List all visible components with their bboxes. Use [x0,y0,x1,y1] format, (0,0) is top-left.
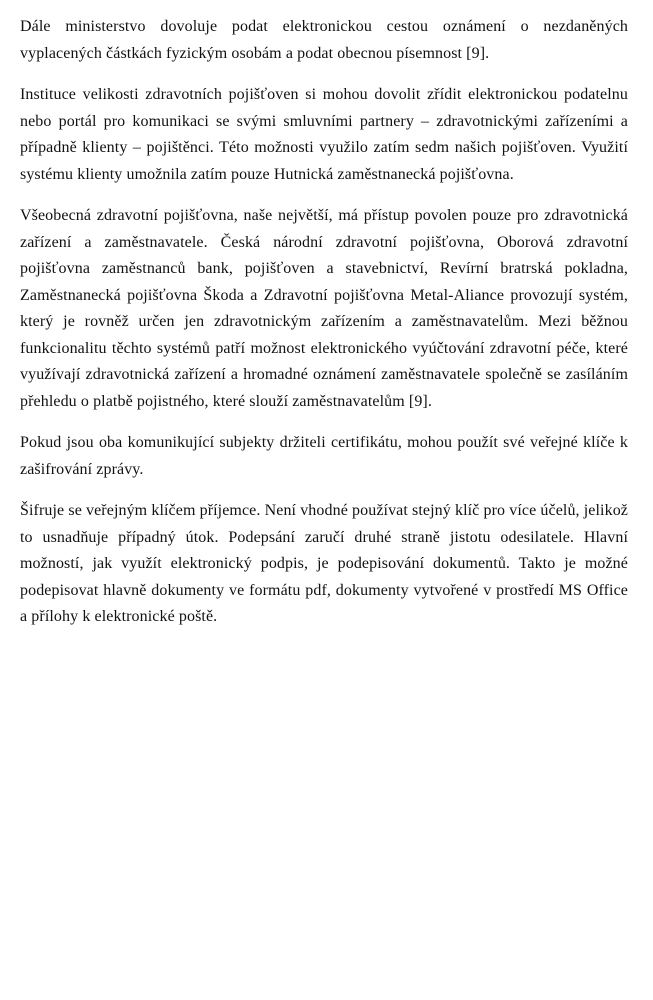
paragraph-insurance-portals: Instituce velikosti zdravotních pojišťoven si mohou dovolit zřídit elektronickou podatelnu nebo portál pro komunikaci se svými smluvními partnery – zdravotnickými zařízeními a případně klienty – pojištěnci. Této možnosti využilo zatím sedm našich pojišťoven. Využití systému klienty umožnila zatím pouze Hutnická zaměstnanecká pojišťovna. [20,86,628,183]
paragraph-insurance-companies-systems: Všeobecná zdravotní pojišťovna, naše největší, má přístup povolen pouze pro zdravotnická zařízení a zaměstnavatele. Česká národní zdravotní pojišťovna, Oborová zdravotní pojišťovna zaměstnanců bank, pojišťoven a stavebnictví, Revírní bratrská pokladna, Zaměstnanecká pojišťovna Škoda a Zdravotní pojišťovna Metal-Aliance provozují systém, který je rovněž určen jen zdravotnickým zařízením a zaměstnavatelům. Mezi běžnou funkcionalitu těchto systémů patří možnost elektronického vyúčtování zdravotní péče, které využívají zdravotnická zařízení a hromadné oznámení zaměstnavatele společně se zasíláním přehledu o platbě pojistného, které slouží zaměstnavatelům [9]. [20,207,628,410]
paragraph-certificate-holders: Pokud jsou oba komunikující subjekty držiteli certifikátu, mohou použít své veřejné klíče k zašifrování zprávy. [20,434,628,478]
paragraph-encryption-signing: Šifruje se veřejným klíčem příjemce. Není vhodné používat stejný klíč pro více účelů, jelikož to usnadňuje případný útok. Podepsání zaručí druhé straně jistotu odesilatele. Hlavní možností, jak využít elektronický podpis, je podepisování dokumentů. Takto je možné podepisovat hlavně dokumenty ve formátu pdf, dokumenty vytvořené v prostředí MS Office a přílohy k elektronické poště. [20,502,628,625]
paragraph-ministry-electronic-filing: Dále ministerstvo dovoluje podat elektronickou cestou oznámení o nezdaněných vyplacených částkách fyzickým osobám a podat obecnou písemnost [9]. [20,18,628,62]
